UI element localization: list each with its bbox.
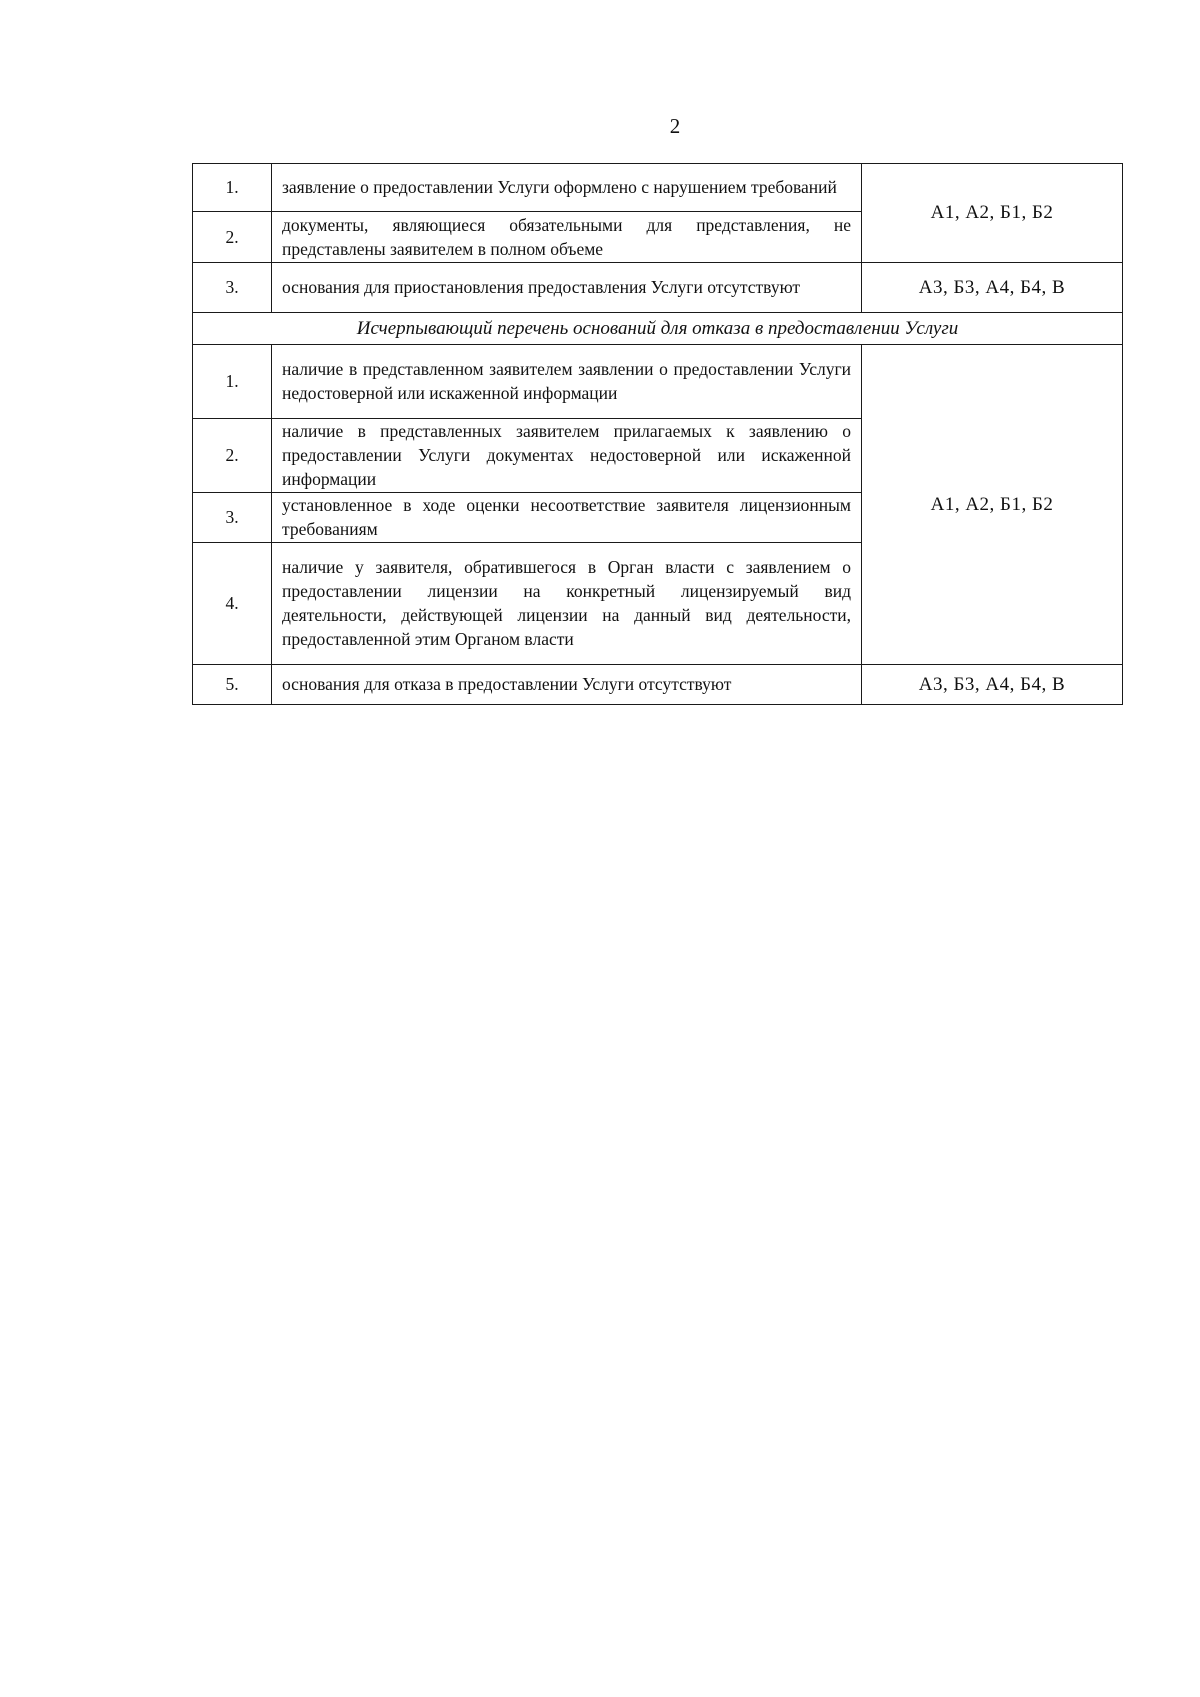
table-row [193, 665, 1123, 705]
row-text: наличие в представленных заявителем прилагаемых к заявлению о предоставлении Услуги документах недостоверной или искаженной информации [272, 419, 862, 493]
row-number: 3. [193, 263, 272, 313]
row-text: документы, являющиеся обязательными для представления, не представлены заявителем в полном объеме [272, 212, 862, 263]
row-text: установленное в ходе оценки несоответствие заявителя лицензионным требованиям [272, 493, 862, 543]
grounds-table [192, 163, 1123, 705]
row-text: наличие у заявителя, обратившегося в Орган власти с заявлением о предоставлении лицензии на конкретный лицензируемый вид деятельности, действующей лицензии на данный вид деятельности, предоставленной этим Органом власти [272, 543, 862, 665]
row-number: 5. [193, 665, 272, 705]
page-number: 2 [669, 114, 681, 138]
row-number: 3. [193, 493, 272, 543]
row-number: 1. [193, 345, 272, 419]
row-text: наличие в представленном заявителем заявлении о предоставлении Услуги недостоверной или искаженной информации [272, 345, 862, 419]
table-row [193, 263, 1123, 313]
table-row [193, 345, 1123, 419]
row-text: заявление о предоставлении Услуги оформлено с нарушением требований [272, 164, 862, 212]
section-heading-row [193, 313, 1123, 345]
row-number: 2. [193, 212, 272, 263]
row-number: 4. [193, 543, 272, 665]
result-codes: А1, А2, Б1, Б2 [862, 164, 1123, 263]
result-codes: А1, А2, Б1, Б2 [862, 345, 1123, 665]
row-number: 2. [193, 419, 272, 493]
row-number: 1. [193, 164, 272, 212]
row-text: основания для отказа в предоставлении Услуги отсутствуют [272, 665, 862, 705]
section-heading: Исчерпывающий перечень оснований для отказа в предоставлении Услуги [193, 313, 1123, 345]
result-codes: А3, Б3, А4, Б4, В [862, 263, 1123, 313]
row-text: основания для приостановления предоставления Услуги отсутствуют [272, 263, 862, 313]
result-codes: А3, Б3, А4, Б4, В [862, 665, 1123, 705]
table-row [193, 164, 1123, 212]
